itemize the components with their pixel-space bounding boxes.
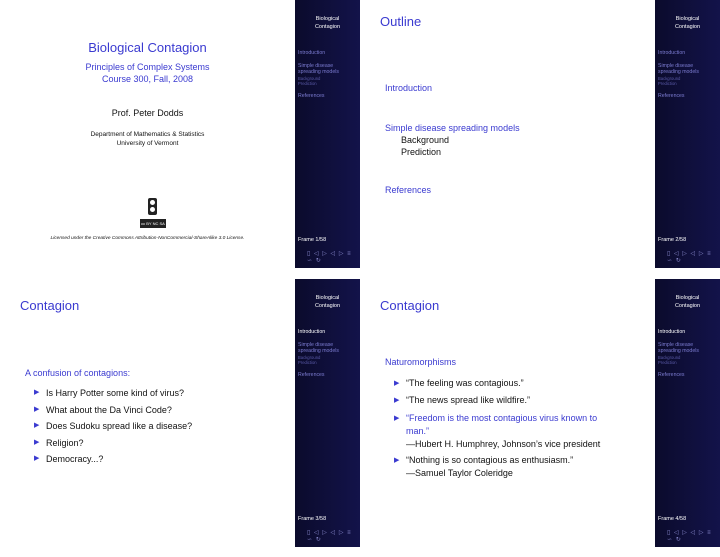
sidebar	[295, 279, 360, 547]
frame-counter: Frame 2/58	[658, 237, 687, 243]
nav-simple-disease[interactable]: Simple disease spreading models	[658, 62, 699, 75]
course-subtitle: Principles of Complex Systems	[85, 62, 210, 72]
nav-references[interactable]: References	[298, 371, 325, 378]
course-info: Course 300, Fall, 2008	[101, 74, 194, 84]
bullet-icon: ▶	[394, 415, 400, 422]
bullet-icon: ▶	[394, 397, 400, 404]
list-item: ▶ “The news spread like wildfire.”	[380, 393, 650, 408]
nav-references[interactable]: References	[298, 92, 325, 99]
outline-introduction[interactable]: Introduction	[385, 83, 433, 93]
bullet-icon: ▶	[34, 405, 40, 413]
nav-introduction[interactable]: Introduction	[658, 329, 686, 335]
sidebar	[295, 0, 360, 268]
author-name: Prof. Peter Dodds	[111, 108, 184, 118]
bullet-icon: ▶	[34, 422, 40, 429]
nav-prediction[interactable]: Prediction	[658, 360, 677, 365]
bullet-icon: ▶	[394, 380, 400, 387]
sidebar-title: Biological Contagion	[674, 16, 701, 30]
list-item: ▶ “Freedom is the most contagious virus known to man.” —Hubert H. Humphrey, Johnson’s vice president	[394, 413, 601, 449]
bullet-icon: ▶	[394, 457, 400, 464]
department: Department of Mathematics & Statistics	[90, 131, 205, 138]
sidebar-title: Biological Contagion	[314, 16, 341, 30]
license-text: Licensed under the Creative Commons Attribution-NonCommercial-ShareAlike 3.0 License.	[50, 236, 245, 241]
nav-references[interactable]: References	[658, 371, 685, 378]
university: University of Vermont	[116, 140, 179, 147]
nav-prediction[interactable]: Prediction	[658, 81, 677, 86]
bullet-icon: ▶	[34, 438, 40, 446]
outline-prediction[interactable]: Prediction	[401, 147, 442, 157]
bullet-icon: ▶	[34, 389, 40, 396]
nav-prediction[interactable]: Prediction	[298, 360, 317, 365]
sidebar-nav	[298, 329, 358, 378]
nav-introduction[interactable]: Introduction	[298, 329, 326, 335]
creative-commons-badge: cc BY NC SA	[141, 221, 165, 226]
navigation-controls-icon[interactable]: ▯ ◁ ▷ ◁ ▷ ≡ ∽ ↻	[667, 530, 712, 543]
slide-2-content	[360, 0, 655, 268]
sidebar-nav	[658, 329, 718, 378]
sidebar-nav	[298, 50, 358, 99]
nav-prediction[interactable]: Prediction	[298, 81, 317, 86]
outline-background[interactable]: Background	[401, 135, 450, 145]
nav-background[interactable]: Background	[658, 75, 681, 81]
slide-4-content	[360, 279, 655, 547]
slide-3-content	[0, 279, 295, 547]
nav-background[interactable]: Background	[658, 354, 681, 360]
outline-references[interactable]: References	[385, 185, 432, 195]
outline-simple-disease[interactable]: Simple disease spreading models	[385, 123, 520, 133]
nav-simple-disease[interactable]: Simple disease spreading models	[658, 341, 699, 354]
sidebar	[655, 279, 720, 547]
navigation-controls-icon[interactable]: ▯ ◁ ▷ ◁ ▷ ≡ ∽ ↻	[307, 251, 352, 264]
list-item: ▶ “The feeling was contagious.”	[380, 376, 650, 391]
slide-title: Contagion	[380, 298, 440, 313]
list-item: ▶ What about the Da Vinci Code?	[20, 402, 290, 419]
slide-1-content	[0, 0, 295, 268]
sidebar-title: Biological Contagion	[674, 295, 701, 309]
sidebar	[655, 0, 720, 268]
nav-references[interactable]: References	[658, 92, 685, 99]
sidebar-nav	[658, 50, 718, 99]
slide-title: Outline	[380, 14, 422, 29]
list-item: ▶ “Nothing is so contagious as enthusiasm.” —Samuel Taylor Coleridge	[394, 455, 574, 478]
quote-list	[380, 376, 650, 480]
university-seal-icon	[148, 198, 157, 215]
section-heading: Naturomorphisms	[385, 357, 457, 367]
list-item: ▶ Religion?	[20, 435, 290, 452]
navigation-controls-icon[interactable]: ▯ ◁ ▷ ◁ ▷ ≡ ∽ ↻	[307, 530, 352, 543]
slide-3	[0, 279, 360, 547]
nav-background[interactable]: Background	[298, 75, 321, 81]
slide-1	[0, 0, 360, 268]
frame-counter: Frame 1/58	[298, 237, 327, 243]
list-item: ▶ Is Harry Potter some kind of virus?	[20, 385, 290, 402]
list-item: ▶ Democracy...?	[20, 451, 290, 468]
slide-2	[360, 0, 720, 268]
presentation-title: Biological Contagion	[88, 40, 207, 55]
nav-simple-disease[interactable]: Simple disease spreading models	[298, 341, 339, 354]
frame-counter: Frame 4/58	[658, 516, 687, 522]
nav-introduction[interactable]: Introduction	[298, 50, 326, 56]
frame-counter: Frame 3/58	[298, 516, 327, 522]
nav-introduction[interactable]: Introduction	[658, 50, 686, 56]
slide-4	[360, 279, 720, 547]
contagion-list	[20, 385, 290, 468]
slide-title: Contagion	[20, 298, 80, 313]
bullet-icon: ▶	[34, 455, 40, 462]
nav-simple-disease[interactable]: Simple disease spreading models	[298, 62, 339, 75]
sidebar-title: Biological Contagion	[314, 295, 341, 309]
section-heading: A confusion of contagions:	[25, 368, 131, 378]
list-item: ▶ Does Sudoku spread like a disease?	[20, 418, 290, 435]
nav-background[interactable]: Background	[298, 354, 321, 360]
navigation-controls-icon[interactable]: ▯ ◁ ▷ ◁ ▷ ≡ ∽ ↻	[667, 251, 712, 264]
